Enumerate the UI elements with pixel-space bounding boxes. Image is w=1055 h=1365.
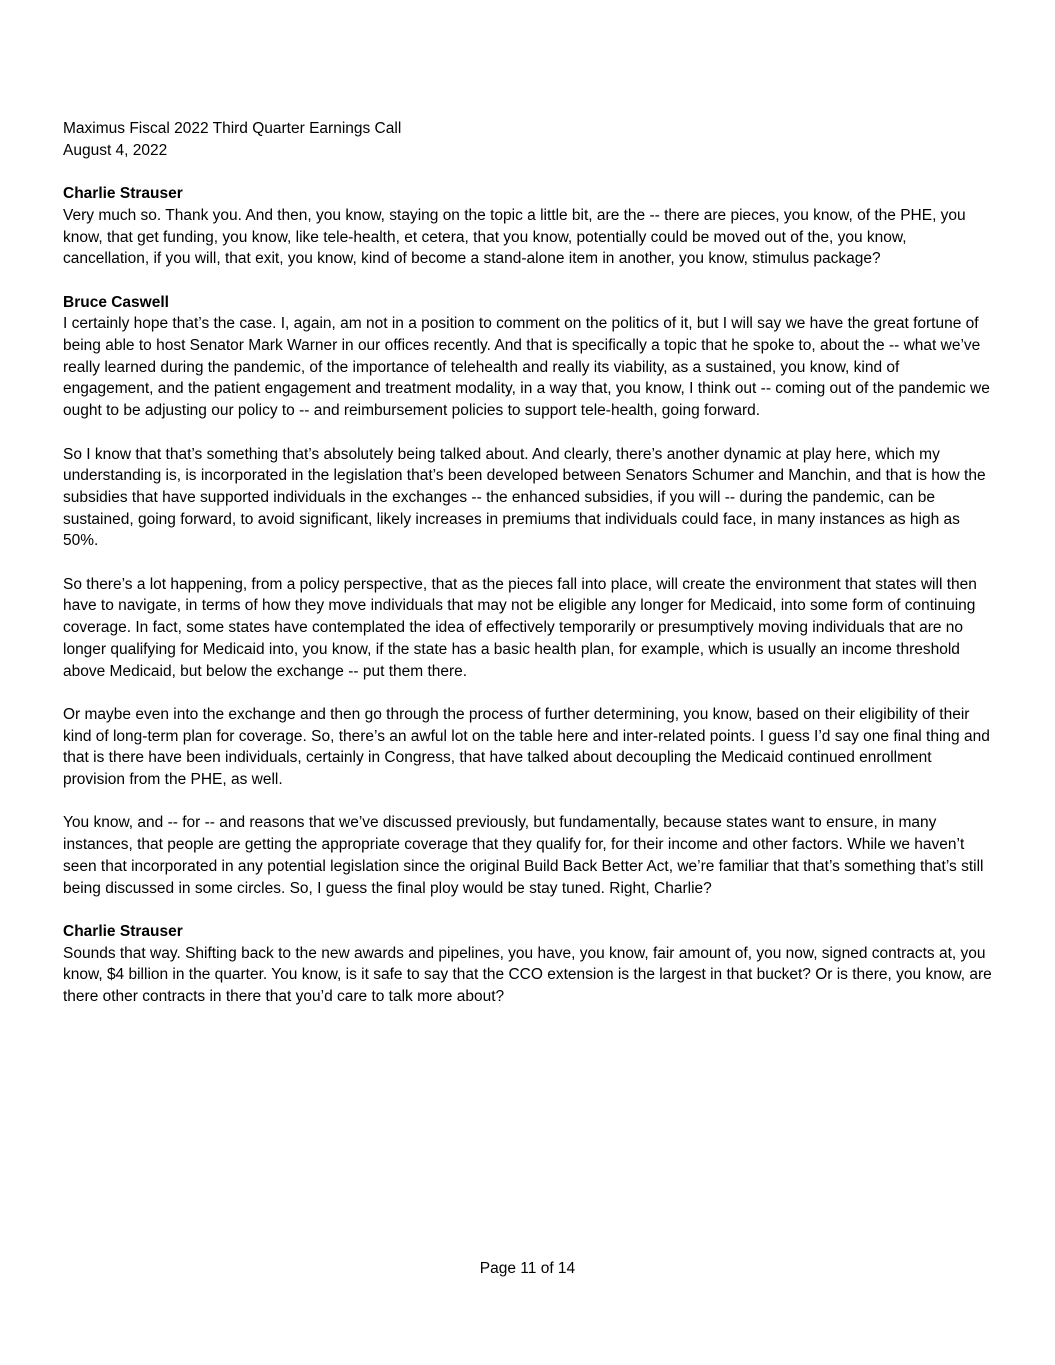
- transcript-paragraph: So I know that that’s something that’s absolutely being talked about. And clearly, there’s another dynamic at play here, which my understanding is, is incorporated in the legislation that’s been developed between Senators Schumer and Manchin, and that is how the subsidies that have supported individuals in the exchanges -- the enhanced subsidies, if you will -- during the pandemic, can be sustained, going forward, to avoid significant, likely increases in premiums that individuals could face, in many instances as high as 50%.: [63, 445, 986, 550]
- document-date: August 4, 2022: [63, 141, 168, 159]
- document-title: Maximus Fiscal 2022 Third Quarter Earnings Call: [63, 120, 402, 137]
- transcript-paragraph: So there’s a lot happening, from a policy perspective, that as the pieces fall into place, will create the environment that states will then have to navigate, in terms of how they move individuals that may not be eligible any longer for Medicaid, into some form of continuing coverage. In fact, some states have contemplated the idea of effectively temporarily or presumptively moving individuals that are no longer qualifying for Medicaid into, you know, if the state has a basic health plan, for example, which is usually an income threshold above Medicaid, but below the exchange -- put them there.: [63, 575, 977, 680]
- page-number: Page 11 of 14: [479, 1260, 576, 1277]
- document-header: [63, 118, 992, 161]
- transcript-paragraph: I certainly hope that’s the case. I, again, am not in a position to comment on the politics of it, but I will say we have the great fortune of being able to host Senator Mark Warner in our offices recently. And that is specifically a topic that he spoke to, about the -- what we’ve really learned during the pandemic, of the importance of telehealth and really its viability, as a sustained, you know, kind of engagement, and the patient engagement and treatment modality, in a way that, you know, I think out -- coming out of the pandemic we ought to be adjusting our policy to -- and reimbursement policies to support tele-health, going forward.: [63, 315, 990, 420]
- speaker-name: Charlie Strauser: [63, 185, 183, 203]
- transcript-section-charlie-1: [63, 183, 992, 270]
- transcript-paragraph: Sounds that way. Shifting back to the new awards and pipelines, you have, you know, fair amount of, you now, signed contracts at, you know, $4 billion in the quarter. You know, is it safe to say that the CCO extension is the largest in that bucket? Or is there, you know, are there other contracts in there that you’d care to talk more about?: [63, 944, 992, 1006]
- speaker-name: Bruce Caswell: [63, 293, 169, 311]
- document-page: [63, 118, 992, 1029]
- transcript-paragraph: Very much so. Thank you. And then, you know, staying on the topic a little bit, are the -- there are pieces, you know, of the PHE, you know, that get funding, you know, like tele-health, et cetera, that you know, potentially could be moved out of the, you know, cancellation, if you will, that exit, you know, kind of become a stand-alone item in another, you know, stimulus package?: [63, 206, 966, 268]
- transcript-section-bruce: [63, 292, 992, 900]
- speaker-name: Charlie Strauser: [63, 922, 183, 940]
- transcript-paragraph: Or maybe even into the exchange and then go through the process of further determining, you know, based on their eligibility of their kind of long-term plan for coverage. So, there’s an awful lot on the table here and inter-related points. I guess I’d say one final thing and that is there have been individuals, certainly in Congress, that have talked about decoupling the Medicaid continued enrollment provision from the PHE, as well.: [63, 705, 990, 789]
- transcript-section-charlie-2: [63, 921, 992, 1008]
- transcript-paragraph: You know, and -- for -- and reasons that we’ve discussed previously, but fundamentally, because states want to ensure, in many instances, that people are getting the appropriate coverage that they qualify for, for their income and other factors. While we haven’t seen that incorporated in any potential legislation since the original Build Back Better Act, we’re familiar that that’s something that’s still being discussed in some circles. So, I guess the final ploy would be stay tuned. Right, Charlie?: [63, 814, 984, 897]
